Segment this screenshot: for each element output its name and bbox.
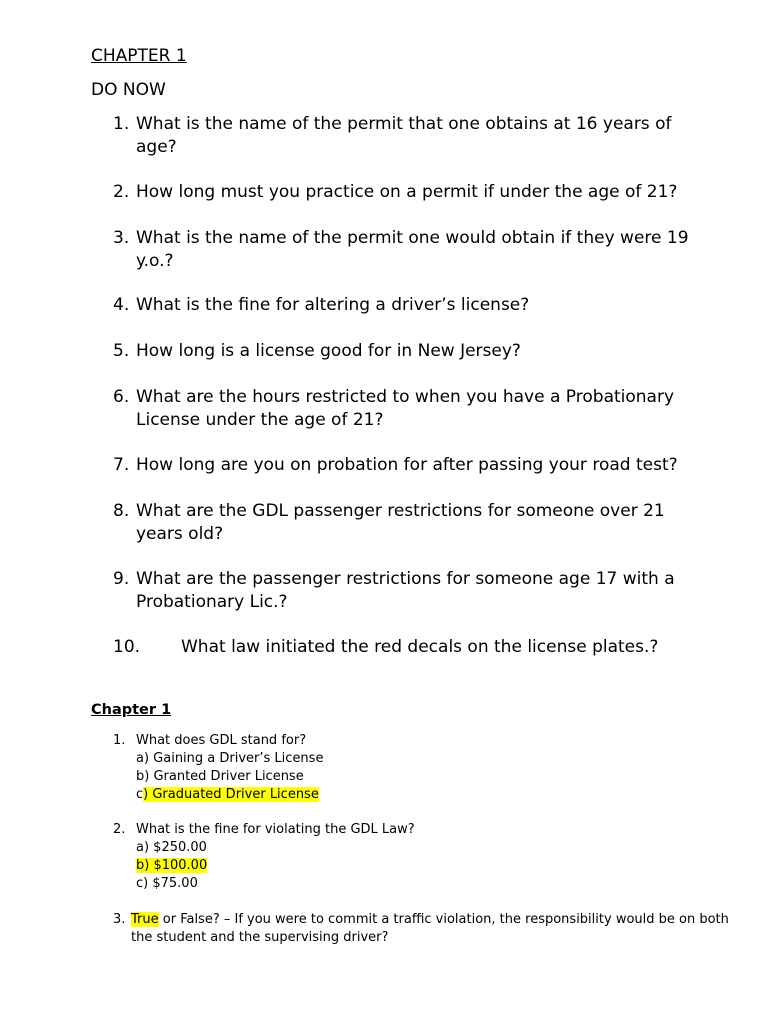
question-number: 3. [113,228,130,248]
question-item-5 [113,340,713,363]
quiz-question-number: 2. [113,822,126,837]
question-item-7 [113,454,713,477]
quiz-question-text: What does GDL stand for? [136,733,307,748]
question-text: What law initiated the red decals on the license plates.? [181,637,659,657]
question-text: What is the name of the permit that one obtains at 16 years of age? [136,114,672,157]
question-text: What are the hours restricted to when you have a Probationary License under the age of 21? [136,387,675,430]
answer-option-b: b) Granted Driver License [136,769,304,784]
quiz-question-number: 3. [113,912,126,927]
question-item-10 [113,636,713,659]
do-now-heading: DO NOW [91,80,166,100]
question-number: 9. [113,569,130,589]
quiz-question-3 [113,911,733,947]
question-number: 6. [113,387,130,407]
question-number: 7. [113,455,130,475]
quiz-title: Chapter 1 [91,702,172,718]
question-text: How long must you practice on a permit if under the age of 21? [136,182,678,202]
question-text: What is the fine for altering a driver’s license? [136,295,530,315]
chapter-heading: CHAPTER 1 [91,46,187,66]
question-text: How long is a license good for in New Jersey? [136,341,521,361]
answer-option-c-highlighted: ) Graduated Driver License [143,787,319,802]
quiz-question-text: or False? – If you were to commit a traffic violation, the responsibility would be on both the student and the supervising driver? [131,912,729,945]
question-text: What are the passenger restrictions for someone age 17 with a Probationary Lic.? [136,569,675,612]
question-number: 4. [113,295,130,315]
answer-option-b-highlighted: b) $100.00 [136,858,208,873]
answer-option-c: c) $75.00 [136,876,198,891]
quiz-question-text: What is the fine for violating the GDL Law? [136,822,415,837]
answer-option-a: a) $250.00 [136,840,207,855]
question-number: 8. [113,501,130,521]
answer-option-c-letter: c [136,787,144,802]
question-item-3 [113,227,713,273]
question-item-4 [113,294,713,317]
question-item-1 [113,113,713,159]
question-number: 1. [113,114,130,134]
quiz-question-1 [113,732,733,804]
question-number: 5. [113,341,130,361]
question-item-8 [113,500,713,546]
question-text: What are the GDL passenger restrictions for someone over 21 years old? [136,501,665,544]
question-text: What is the name of the permit one would obtain if they were 19 y.o.? [136,228,689,271]
quiz-question-2 [113,821,733,893]
answer-option-a: a) Gaining a Driver’s License [136,751,324,766]
question-number: 2. [113,182,130,202]
quiz-question-number: 1. [113,733,126,748]
true-answer-highlighted: True [131,912,159,927]
question-item-2 [113,181,713,204]
question-text: How long are you on probation for after passing your road test? [136,455,678,475]
question-number: 10. [113,637,141,657]
question-item-6 [113,386,713,432]
question-item-9 [113,568,713,614]
